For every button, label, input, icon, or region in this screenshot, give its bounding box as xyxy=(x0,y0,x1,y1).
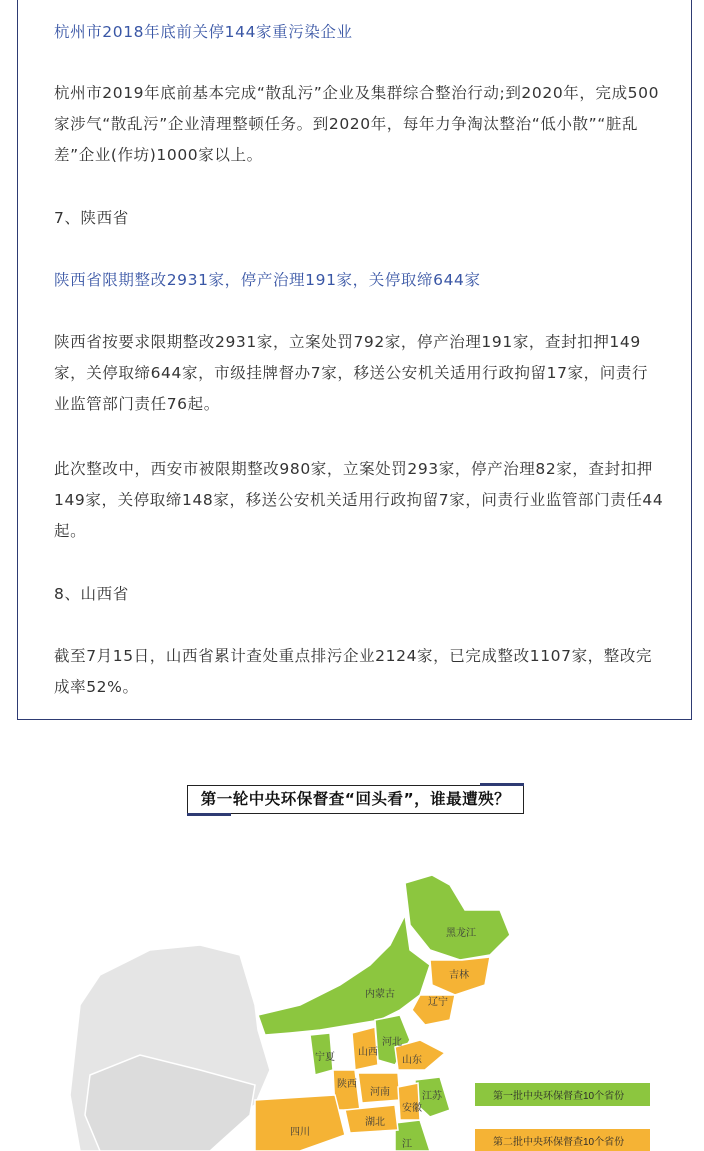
article-card xyxy=(17,0,692,720)
map-region-jiangxi xyxy=(395,1120,430,1151)
china-province-map xyxy=(0,855,704,1151)
label-shaanxi: 陕西 xyxy=(337,1079,357,1090)
map-region-heilongjiang xyxy=(405,875,510,960)
label-jilin: 吉林 xyxy=(449,970,469,981)
section-title: 第一轮中央环保督查“回头看”，谁最遭殃？ xyxy=(187,785,524,814)
label-jiangsu: 江苏 xyxy=(422,1091,442,1102)
map-region-neimenggu xyxy=(258,915,430,1035)
legend-label-batch1: 第一批中央环保督查10个省份 xyxy=(493,1091,625,1102)
label-hubei: 湖北 xyxy=(365,1117,385,1128)
label-hebei: 河北 xyxy=(382,1037,402,1048)
title-accent-top xyxy=(480,783,524,786)
shaanxi-paragraph: 陕西省按要求限期整改2931家，立案处罚792家，停产治理191家，查封扣押149家，关停取缔644家，市级挂牌督办7家，移送公安机关适用行政拘留17家，问责行业监管部门责任76起。 xyxy=(54,333,649,413)
label-shandong: 山东 xyxy=(402,1055,422,1066)
shaanxi-heading: 陕西省限期整改2931家，停产治理191家，关停取缔644家 xyxy=(54,271,481,289)
map-region-anhui xyxy=(398,1083,420,1120)
shanxi-paragraph: 截至7月15日，山西省累计查处重点排污企业2124家，已完成整改1107家，整改完成率52%。 xyxy=(54,647,653,696)
title-accent-bottom xyxy=(187,813,231,816)
legend-label-batch2: 第二批中央环保督查10个省份 xyxy=(493,1137,625,1148)
xian-paragraph: 此次整改中，西安市被限期整改980家，立案处罚293家，停产治理82家，查封扣押149家，关停取缔148家，移送公安机关适用行政拘留7家，问责行业监管部门责任44起。 xyxy=(54,460,664,540)
label-jiangxi: 江 xyxy=(402,1139,412,1150)
label-anhui: 安徽 xyxy=(402,1103,422,1114)
label-shanxi: 山西 xyxy=(358,1047,378,1058)
section-title-box xyxy=(187,783,524,816)
map-region-sichuan xyxy=(255,1095,345,1151)
shaanxi-section-number: 7、陕西省 xyxy=(54,209,129,227)
label-henan: 河南 xyxy=(370,1087,390,1098)
hangzhou-paragraph: 杭州市2019年底前基本完成“散乱污”企业及集群综合整治行动;到2020年，完成500家涉气“散乱污”企业清理整顿任务。到2020年，每年力争淘汰整治“低小散”“脏乱差”企业(作坊)1000家以上。 xyxy=(54,84,660,164)
label-heilongjiang: 黑龙江 xyxy=(446,928,476,939)
label-neimenggu: 内蒙古 xyxy=(365,989,395,1000)
label-liaoning: 辽宁 xyxy=(428,997,448,1008)
hangzhou-heading: 杭州市2018年底前关停144家重污染企业 xyxy=(54,23,353,41)
label-sichuan: 四川 xyxy=(290,1127,310,1138)
shanxi-section-number: 8、山西省 xyxy=(54,585,129,603)
label-ningxia: 宁夏 xyxy=(315,1052,335,1063)
